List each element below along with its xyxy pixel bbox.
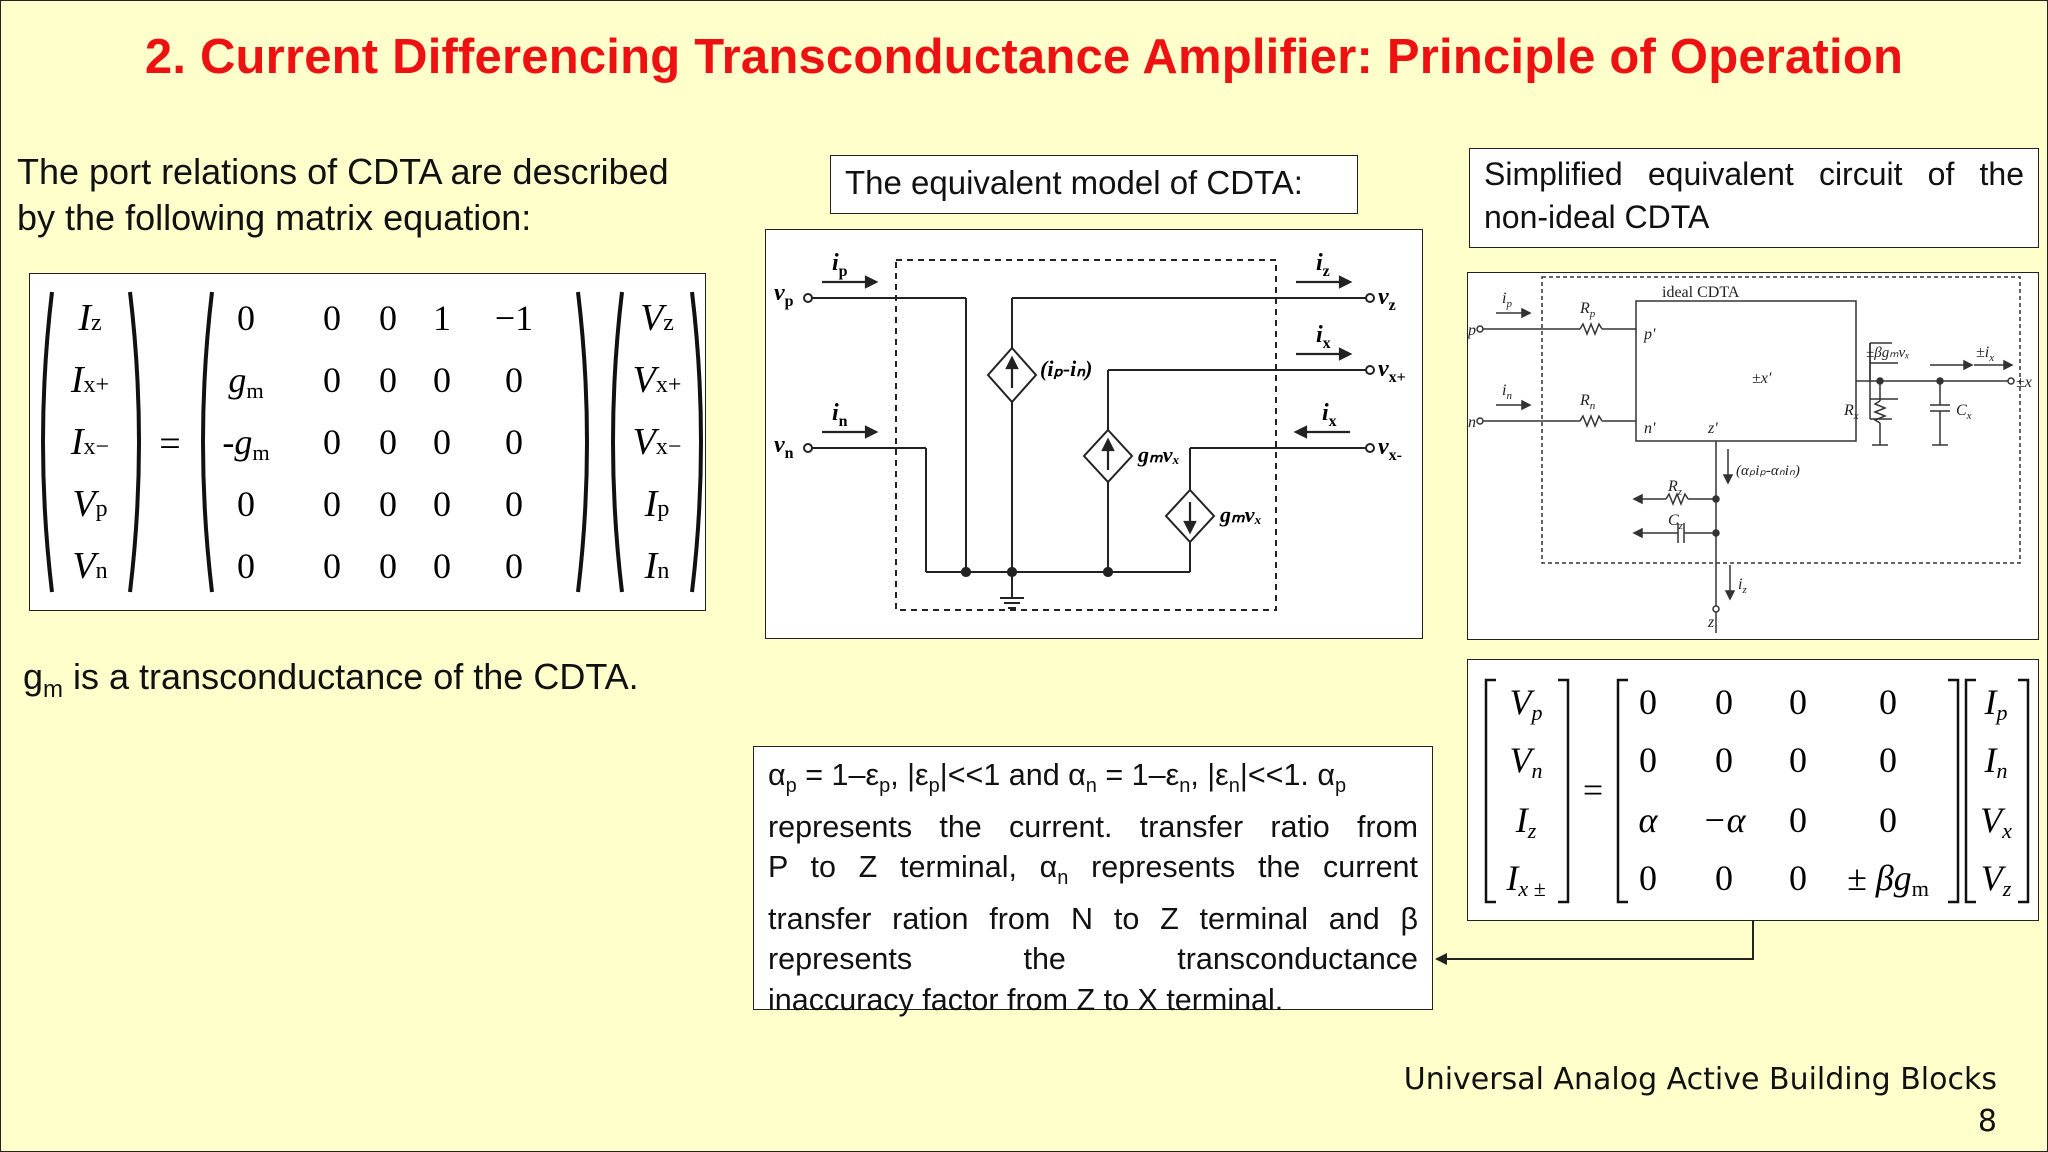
rhs-4: In	[644, 545, 670, 587]
nonideal-rhs	[1980, 682, 2012, 901]
matrix-cell: gm	[228, 360, 264, 403]
matrix-cell: 0	[323, 298, 341, 338]
matrix-cell: α	[1638, 800, 1658, 840]
intro-line-1: The port relations of CDTA are described	[17, 151, 669, 192]
simplified-circuit	[1467, 272, 2039, 640]
rhs-2: Vx−	[632, 421, 682, 463]
matrix-cell: 0	[1715, 740, 1733, 780]
lhs-0: Iz	[78, 297, 102, 339]
gm-source-1-label: gₘvₓ	[1138, 442, 1180, 467]
vector-entry: Vp	[1509, 682, 1543, 725]
matrix-cell: −α	[1702, 800, 1746, 840]
intro-text	[17, 149, 737, 241]
matrix-cell: 0	[379, 360, 397, 400]
note-line-3: P to Z terminal, $\alpha_n$ represents the current	[768, 850, 1418, 890]
equivalent-model-svg	[766, 230, 1422, 638]
matrix-cell: 0	[1789, 858, 1807, 898]
note-line-4: transfer ration from N to Z terminal and β	[768, 901, 1418, 936]
matrix-cell: 0	[237, 484, 255, 524]
n-terminal-label: n	[1468, 414, 1476, 431]
z-prime-label: z'	[1708, 420, 1718, 437]
matrix-cell: 0	[433, 484, 451, 524]
rhs-1: Vx+	[632, 359, 682, 401]
matrix-cell: 0	[505, 422, 523, 462]
equals-sign: =	[159, 423, 181, 465]
gm-note	[23, 654, 743, 713]
matrix-cell: 0	[379, 422, 397, 462]
matrix-cell: 0	[379, 484, 397, 524]
ip-label: $i_p$	[832, 250, 848, 280]
matrix-cell: 0	[1639, 740, 1657, 780]
ip-current-label: $i_p$	[1502, 290, 1512, 310]
matrix-equation	[30, 274, 705, 610]
lhs-2: Ix−	[70, 421, 110, 463]
ix-plus-label: $i_x$	[1316, 322, 1331, 352]
rx-label: $R_x$	[1844, 402, 1859, 422]
note-line-1: $\alpha_p = 1-\varepsilon_p$, $|\varepsilon_p|<<1$ and $\alpha_n = 1-\varepsilon_n$, $|\varepsilon_n|<<1$. $\alpha_p$	[768, 758, 1347, 798]
matrix-cell: 0	[237, 298, 255, 338]
nonideal-matrix-box	[1467, 659, 2039, 921]
matrix-cell: 0	[323, 360, 341, 400]
cz-label: $C_z$	[1668, 512, 1683, 532]
simplified-circuit-svg	[1468, 273, 2038, 639]
matrix-equation-box	[29, 273, 706, 611]
matrix-cell: 0	[237, 546, 255, 586]
vector-entry: Ip	[1984, 682, 2008, 725]
matrix-cell: 0	[1879, 740, 1897, 780]
dependent-current-label: (αₚiₚ-αₙiₙ)	[1736, 463, 1800, 479]
gm-symbol: g	[23, 656, 44, 697]
vz-label: $v_z$	[1378, 284, 1396, 314]
note-line-2: represents the current. transfer ratio from	[768, 809, 1418, 844]
matrix-cell: 0	[433, 360, 451, 400]
lhs-4: Vn	[72, 545, 108, 587]
gm-source-2-label: gₘvₓ	[1220, 502, 1262, 527]
matrix-cell: 1	[433, 298, 451, 338]
matrix-cell: 0	[505, 484, 523, 524]
rhs-3: Ip	[644, 483, 670, 525]
matrix-cell: 0	[379, 546, 397, 586]
ideal-cdta-label: ideal CDTA	[1662, 284, 1740, 301]
vector-entry: Vx	[1980, 800, 2012, 843]
vn-label: $v_n$	[774, 432, 794, 462]
matrix-cell: 0	[505, 360, 523, 400]
matrix-cell: 0	[379, 298, 397, 338]
matrix-cell: −1	[494, 298, 534, 338]
intro-line-2: by the following matrix equation:	[17, 197, 532, 238]
rhs-0: Vz	[640, 297, 674, 339]
rp-label: $R_p$	[1580, 300, 1596, 320]
iz-current-label: $i_z$	[1738, 576, 1747, 596]
matrix-cell: 0	[323, 546, 341, 586]
beta-gm-label: ±βgₘvₓ	[1866, 345, 1910, 361]
page-number: 8	[1977, 1104, 1997, 1139]
vector-entry: Iz	[1515, 800, 1537, 843]
vector-entry: In	[1984, 740, 2008, 783]
footer	[1404, 1059, 1997, 1143]
matrix-cell: ± βgm	[1846, 858, 1930, 901]
nonideal-lhs	[1505, 682, 1545, 901]
nonideal-matrix-cells	[1639, 682, 1929, 901]
matrix-cell: 0	[1715, 858, 1733, 898]
alpha-beta-note	[753, 746, 1433, 1017]
footer-text: Universal Analog Active Building Blocks	[1403, 1062, 1997, 1097]
slide-title: 2. Current Differencing Transconductance Amplifier: Principle of Operation	[144, 30, 1904, 84]
rz-label: $R_z$	[1668, 478, 1683, 498]
matrix-cell: 0	[433, 546, 451, 586]
matrix-cell: 0	[323, 422, 341, 462]
connector-arrow	[1431, 919, 1761, 969]
cx-label: $C_x$	[1956, 402, 1972, 422]
matrix-cell: 0	[433, 422, 451, 462]
matrix-cells	[222, 298, 533, 586]
p-prime-label: p'	[1644, 326, 1656, 343]
matrix-cell: 0	[1789, 682, 1807, 722]
rn-label: $R_n$	[1580, 392, 1596, 412]
vector-entry: Vz	[1980, 858, 2012, 901]
vector-entry: Ix ±	[1506, 858, 1546, 901]
ix-minus-label: $i_x$	[1322, 400, 1337, 430]
equivalent-model-circuit	[765, 229, 1423, 639]
matrix-cell: 0	[323, 484, 341, 524]
gm-note-text: is a transconductance of the CDTA.	[63, 656, 639, 697]
iz-label: $i_z$	[1316, 250, 1330, 280]
matrix-cell: 0	[1639, 682, 1657, 722]
nonideal-matrix	[1468, 660, 2038, 920]
matrix-cell: 0	[1715, 682, 1733, 722]
gm-subscript: m	[43, 676, 64, 704]
n-prime-label: n'	[1644, 420, 1656, 437]
ix-current-label: $\pm i_x$	[1976, 344, 1995, 364]
in-current-label: $i_n$	[1502, 382, 1512, 402]
note-line-5: represents the transconductance	[768, 942, 1418, 977]
matrix-cell: 0	[1879, 682, 1897, 722]
current-source-label: (iₚ-iₙ)	[1040, 356, 1093, 381]
note-line-6: inaccuracy factor from Z to X terminal.	[768, 982, 1284, 1017]
vp-label: $v_p$	[774, 280, 794, 310]
lhs-3: Vp	[72, 483, 108, 525]
simplified-circuit-label: Simplified equivalent circuit of the non-ideal CDTA	[1469, 148, 2039, 248]
matrix-cell: 0	[1879, 800, 1897, 840]
matrix-cell: 0	[1789, 800, 1807, 840]
matrix-cell: -gm	[222, 422, 270, 465]
equivalent-model-label: The equivalent model of CDTA:	[830, 155, 1358, 214]
vx-minus-label: $v_{x-}$	[1378, 434, 1402, 464]
matrix-cell: 0	[505, 546, 523, 586]
lhs-1: Ix+	[70, 359, 110, 401]
in-label: $i_n$	[832, 400, 848, 430]
x-prime-label: ±x'	[1752, 370, 1772, 387]
vector-entry: Vn	[1509, 740, 1543, 783]
z-terminal-label: z	[1708, 614, 1715, 631]
matrix-cell: 0	[1639, 858, 1657, 898]
x-terminal-label: ±x	[2016, 374, 2032, 391]
matrix-cell: 0	[1789, 740, 1807, 780]
equals-sign-2: =	[1582, 770, 1604, 810]
vx-plus-label: $v_{x+}$	[1378, 356, 1406, 386]
p-terminal-label: p	[1468, 322, 1476, 339]
